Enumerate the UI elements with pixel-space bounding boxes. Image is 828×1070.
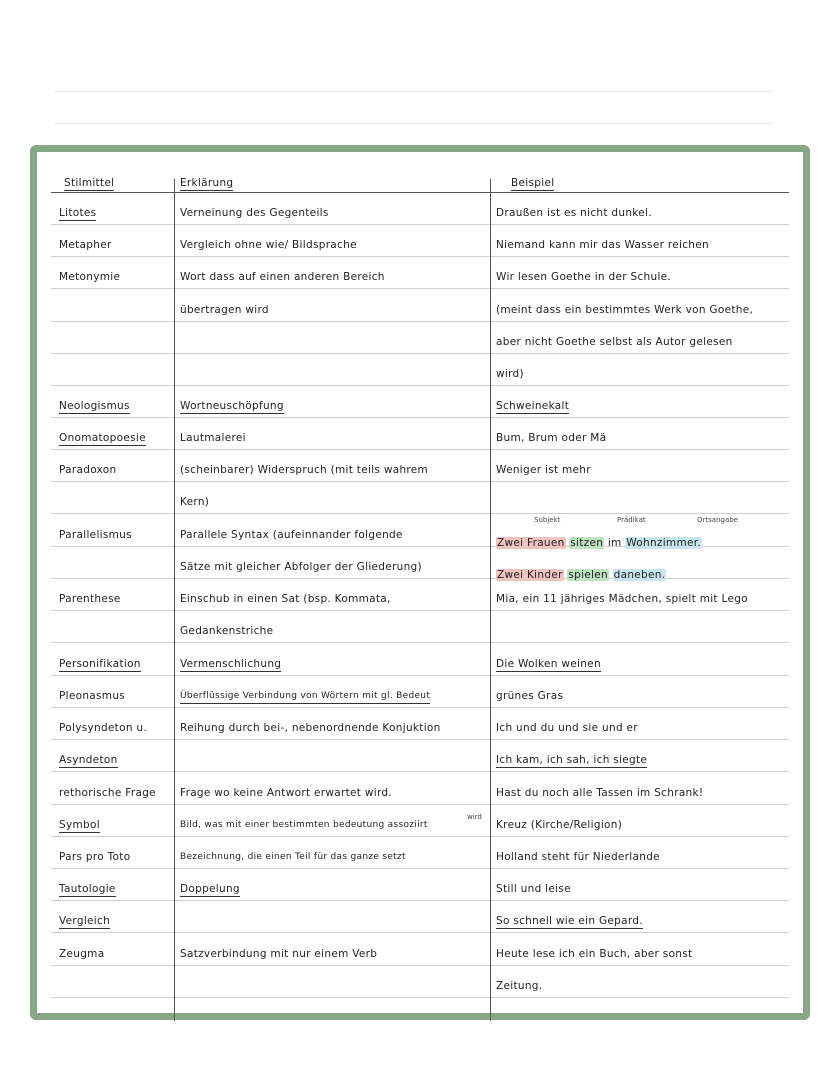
parallel-rest-2: daneben. [613,569,666,581]
cell-example: Ich kam, ich sah, ich siegte [496,754,648,766]
label-praedikat: Prädikat [617,516,646,524]
ruled-line [51,256,789,257]
cell-explanation: Gedankenstriche [180,625,274,637]
cell-example: Ich und du und sie und er [496,722,638,734]
column-divider-2 [490,179,491,1021]
cell-example: Bum, Brum oder Mä [496,432,607,444]
parallel-example-line-2 [496,568,666,582]
ruled-line [51,804,789,805]
cell-explanation: Einschub in einen Sat (bsp. Kommata, [180,593,391,605]
cell-explanation: Frage wo keine Antwort erwartet wird. [180,787,392,799]
ruled-line [51,771,789,772]
cell-explanation: (scheinbarer) Widerspruch (mit teils wahrem [180,464,429,476]
cell-term: Parallelismus [59,529,132,541]
cell-explanation: Wort dass auf einen anderen Bereich [180,271,385,283]
cell-example: Hast du noch alle Tassen im Schrank! [496,787,704,799]
cell-example: wird) [496,368,524,380]
cell-explanation: Doppelung [180,883,240,895]
predicate-highlight: sitzen [570,537,604,549]
ruled-line [51,965,789,966]
ruled-line [51,321,789,322]
ruled-line [51,868,789,869]
page-line-top-2 [55,123,773,124]
cell-explanation: Satzverbindung mit nur einem Verb [180,948,378,960]
cell-term: Symbol [59,819,100,831]
cell-explanation: Lautmalerei [180,432,246,444]
cell-term: Metonymie [59,271,121,283]
ruled-line [51,739,789,740]
cell-explanation: Sätze mit gleicher Abfolger der Gliederung) [180,561,422,573]
header-erklaerung: Erklärung [180,177,234,189]
cell-explanation: Wortneuschöpfung [180,400,284,412]
cell-term: Asyndeton [59,754,118,766]
cell-term: Onomatopoesie [59,432,146,444]
cell-term: Parenthese [59,593,121,605]
ruled-line [51,707,789,708]
cell-example: grünes Gras [496,690,564,702]
cell-example: Weniger ist mehr [496,464,591,476]
cell-example: Mia, ein 11 jähriges Mädchen, spielt mit Lego [496,593,748,605]
cell-explanation: Überflüssige Verbindung von Wörtern mit gl. Bedeut [180,689,430,704]
cell-term: Pars pro Toto [59,851,131,863]
ruled-line [51,675,789,676]
page-line-top-1 [55,91,773,92]
cell-example: Holland steht für Niederlande [496,851,660,863]
ruled-line [51,449,789,450]
ruled-line [51,932,789,933]
ruled-line [51,481,789,482]
cell-example: Draußen ist es nicht dunkel. [496,207,652,219]
cell-example: Heute lese ich ein Buch, aber sonst [496,948,693,960]
cell-explanation: Vergleich ohne wie/ Bildsprache [180,239,357,251]
ruled-line [51,578,789,579]
ruled-line [51,288,789,289]
cell-example: (meint dass ein bestimmtes Werk von Goethe, [496,304,754,316]
label-ortsangabe: Ortsangabe [697,516,738,524]
cell-example: Kreuz (Kirche/Religion) [496,819,623,831]
ruled-line [51,610,789,611]
cell-explanation: Verneinung des Gegenteils [180,207,329,219]
cell-explanation: Reihung durch bei-, nebenordnende Konjuktion [180,722,441,734]
ruled-line [51,513,789,514]
predicate-highlight-2: spielen [568,569,608,581]
cell-explanation: Bild, was mit einer bestimmten bedeutung assoziirt [180,820,428,830]
cell-explanation: übertragen wird [180,304,269,316]
cell-example: aber nicht Goethe selbst als Autor gelesen [496,336,733,348]
ruled-line [51,900,789,901]
cell-example: Niemand kann mir das Wasser reichen [496,239,709,251]
cell-term: Pleonasmus [59,690,126,702]
cell-term: Tautologie [59,883,116,895]
ruled-line [51,353,789,354]
column-divider-1 [174,179,175,1021]
cell-example: Schweinekalt [496,400,570,412]
label-subjekt: Subjekt [534,516,561,524]
header-stilmittel: Stilmittel [64,177,115,189]
ruled-line [51,997,789,998]
cell-term: Polysyndeton u. [59,722,148,734]
ruled-line [51,417,789,418]
parallel-example-line-1 [496,536,702,550]
ruled-line [51,642,789,643]
cell-example: Die Wolken weinen [496,658,601,670]
place-highlight: Wohnzimmer. [626,537,702,549]
cell-term: Zeugma [59,948,105,960]
ruled-line [51,836,789,837]
header-beispiel: Beispiel [511,177,555,189]
symbol-note: wird [467,813,482,821]
subject-highlight: Zwei Frauen [497,537,565,549]
cell-term: rethorische Frage [59,787,156,799]
cell-term: Paradoxon [59,464,117,476]
cell-term: Personifikation [59,658,141,670]
cell-explanation: Kern) [180,496,210,508]
cell-term: Metapher [59,239,112,251]
cell-term: Neologismus [59,400,130,412]
cell-term: Litotes [59,207,97,219]
cell-term: Vergleich [59,915,111,927]
note-frame [30,145,810,1020]
ruled-line [51,192,789,193]
cell-explanation: Bezeichnung, die einen Teil für das ganze setzt [180,852,406,862]
parallel-word: im [607,537,622,549]
cell-explanation: Parallele Syntax (aufeinnander folgende [180,529,403,541]
subject-highlight-2: Zwei Kinder [497,569,563,581]
cell-example: Still und leise [496,883,571,895]
cell-explanation: Vermenschlichung [180,658,282,670]
cell-example: Wir lesen Goethe in der Schule. [496,271,672,283]
ruled-line [51,224,789,225]
ruled-line [51,385,789,386]
cell-example: Zeitung. [496,980,543,992]
cell-example: So schnell wie ein Gepard. [496,915,643,927]
